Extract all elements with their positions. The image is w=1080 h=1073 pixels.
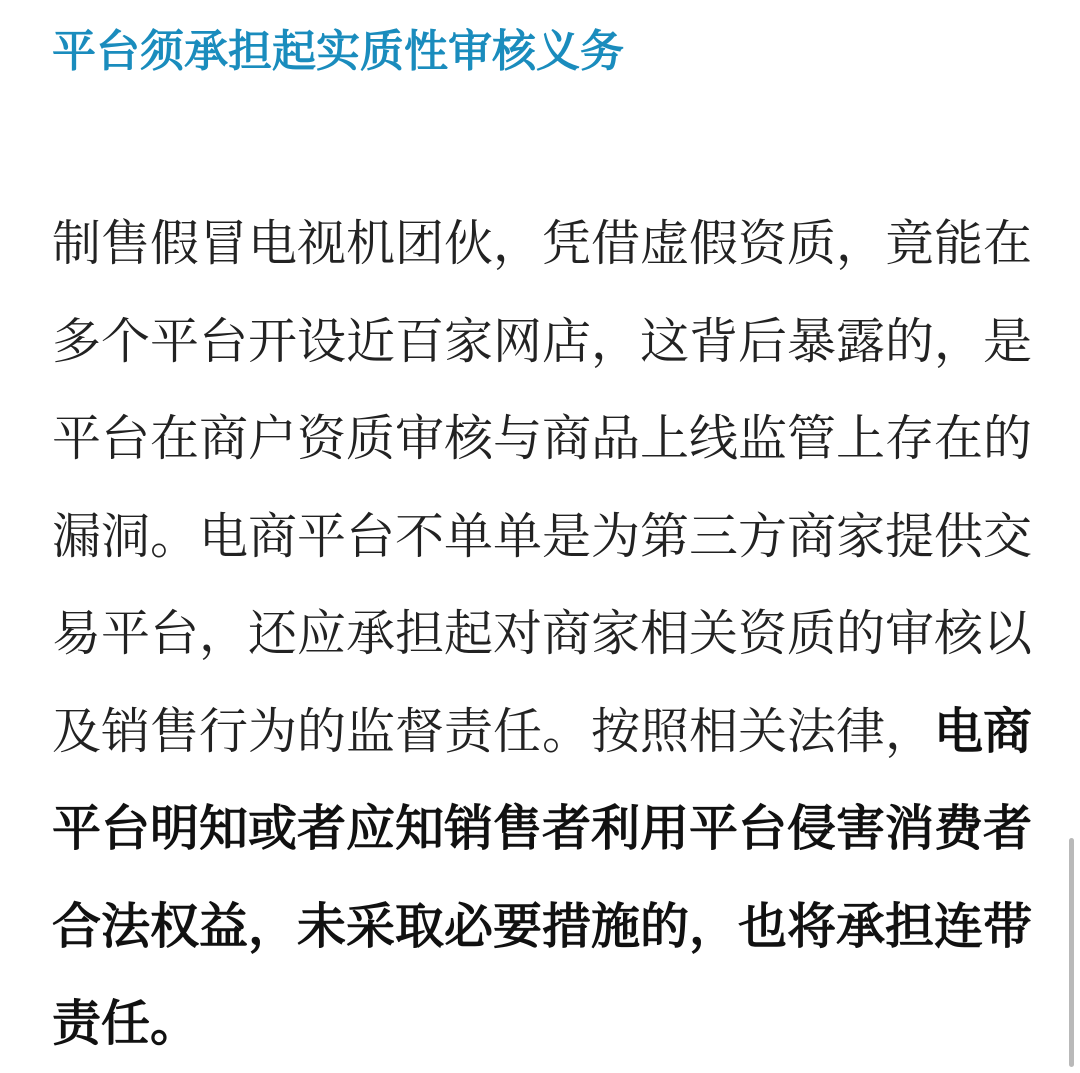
vertical-scrollbar[interactable] [1066,0,1080,1067]
line-text: 多个平台开设近百家网店，这背后暴露的，是 [52,312,1033,370]
paragraph-line-3 [52,390,1042,488]
paragraph-line-7 [52,780,1042,878]
paragraph-line-1 [52,195,1042,293]
section-heading: 平台须承担起实质性审核义务 [52,26,624,77]
paragraph-line-4 [52,488,1042,586]
bold-text: 合法权益，未采取必要措施的，也将承担连带 [52,897,1033,955]
paragraph-line-8 [52,878,1042,976]
line-text: 平台在商户资质审核与商品上线监管上存在的 [52,410,1033,467]
line-text: 易平台，还应承担起对商家相关资质的审核以 [52,605,1033,662]
bold-text: 电商 [934,702,1033,760]
paragraph-line-5 [52,585,1042,683]
paragraph-line-2 [52,293,1042,391]
bold-text: 平台明知或者应知销售者利用平台侵害消费者 [52,800,1033,857]
bold-text: 责任。 [52,995,200,1052]
article-body [52,195,1042,1073]
line-text: 漏洞。电商平台不单单是为第三方商家提供交 [52,507,1033,565]
line-text: 及销售行为的监督责任。按照相关法律， [52,702,935,760]
line-text: 制售假冒电视机团伙，凭借虚假资质，竟能在 [52,215,1033,272]
paragraph-line-9 [52,975,1042,1073]
scrollbar-thumb[interactable] [1069,838,1074,1067]
paragraph-line-6 [52,683,1042,781]
